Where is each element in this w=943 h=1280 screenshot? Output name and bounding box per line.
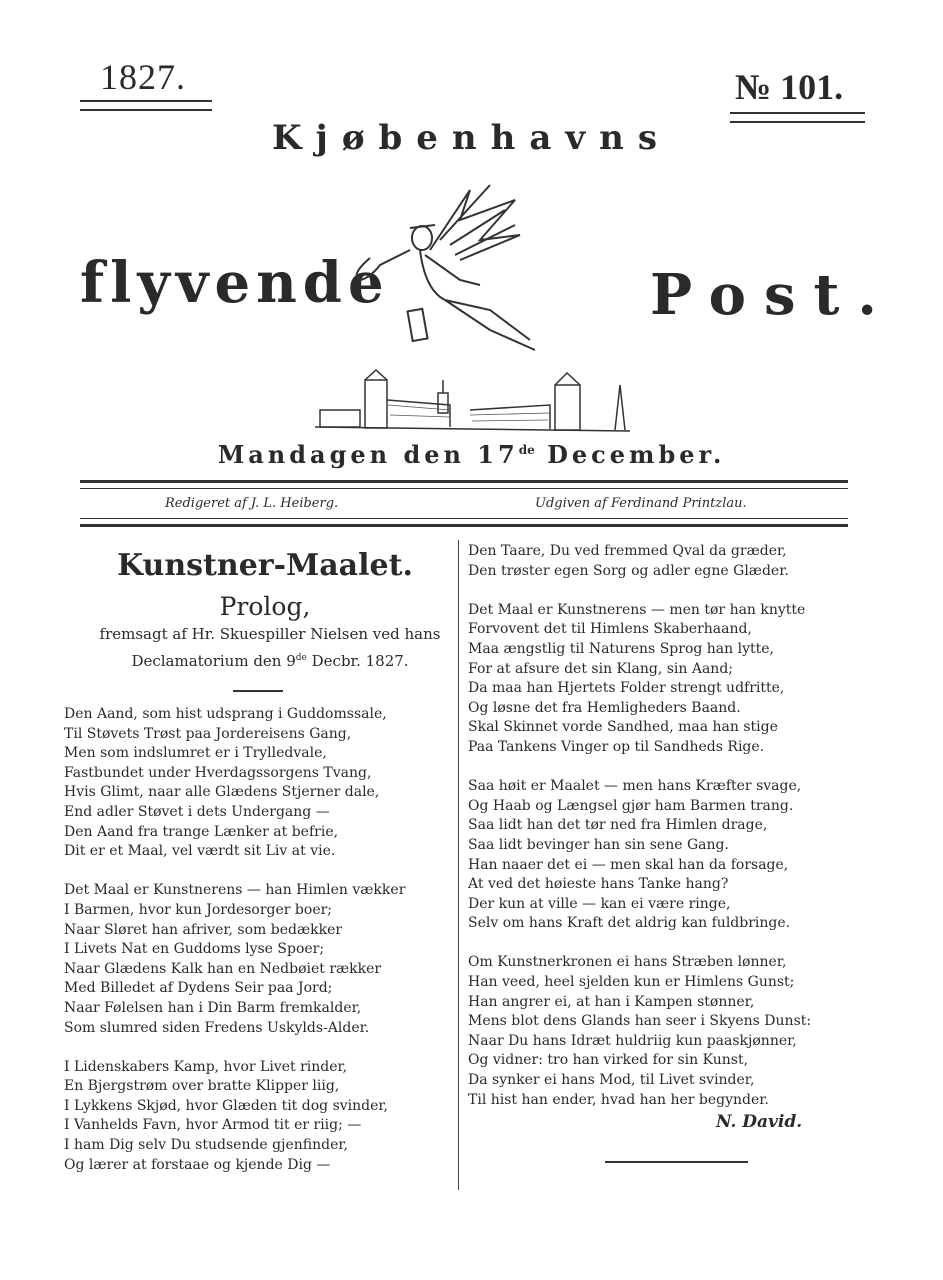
stanza xyxy=(64,705,405,862)
ornament-divider xyxy=(233,690,283,692)
byline-line: fremsagt af Hr. Skuespiller Nielsen ved hans xyxy=(99,625,441,643)
poem-line: En Bjergstrøm over bratte Klipper liig, xyxy=(64,1078,340,1095)
poem-column-left xyxy=(64,705,405,1195)
editor-credit: Redigeret af J. L. Heiberg. xyxy=(165,496,339,511)
poem-line: Selv om hans Kraft det aldrig kan fuldbringe. xyxy=(468,915,791,932)
poem-line: Om Kunstnerkronen ei hans Stræben lønner, xyxy=(468,954,787,971)
poem-line: For at afsure det sin Klang, sin Aand; xyxy=(468,660,733,677)
date-sup: de xyxy=(518,443,535,457)
poem-line: Den Aand, som hist udsprang i Guddomssale, xyxy=(64,706,387,722)
end-rule xyxy=(605,1161,748,1163)
stanza xyxy=(64,881,405,1038)
stanza xyxy=(468,542,811,581)
poem-line: Den Aand fra trange Lænker at befrie, xyxy=(64,823,339,840)
issue-number: № 101. xyxy=(735,67,844,107)
date-text: Mandagen den 17 xyxy=(217,440,519,469)
poem-line: Og vidner: tro han virked for sin Kunst, xyxy=(468,1052,749,1069)
publisher-credit: Udgiven af Ferdinand Printzlau. xyxy=(535,496,747,511)
divider xyxy=(80,480,848,483)
article-title: Kunstner-Maalet. xyxy=(117,548,413,583)
divider xyxy=(80,100,212,111)
poem-line: Med Billedet af Dydens Seir paa Jord; xyxy=(64,980,333,997)
poem-line: Der kun at ville — kan ei være ringe, xyxy=(468,895,731,912)
poem-line: Til Støvets Trøst paa Jordereisens Gang, xyxy=(64,725,352,742)
poem-line: Skal Skinnet vorde Sandhed, maa han stige xyxy=(468,719,778,736)
poem-line: Naar Sløret han afriver, som bedækker xyxy=(64,921,343,938)
poem-line: Naar Følelsen han i Din Barm fremkalder, xyxy=(64,999,362,1016)
poem-line: At ved det høieste hans Tanke hang? xyxy=(468,876,729,893)
poem-line: Og Haab og Længsel gjør ham Barmen trang. xyxy=(468,797,794,814)
poem-line: I Lidenskabers Kamp, hvor Livet rinder, xyxy=(64,1058,348,1075)
poem-line: Da maa han Hjertets Folder strengt udfritte, xyxy=(468,680,785,697)
article-byline xyxy=(80,622,460,673)
poem-line: Dit er et Maal, vel værdt sit Liv at vie. xyxy=(64,843,336,860)
byline-sup: de xyxy=(295,653,307,663)
poem-line: Naar Glædens Kalk han en Nedbøiet rækker xyxy=(64,960,382,977)
divider xyxy=(80,518,848,519)
poem-line: Men som indslumret er i Trylledvale, xyxy=(64,745,327,762)
year: 1827. xyxy=(100,57,186,97)
city-skyline-icon xyxy=(310,365,635,440)
poem-line: Den Taare, Du ved fremmed Qval da græder, xyxy=(468,543,787,559)
poem-line: I Barmen, hvor kun Jordesorger boer; xyxy=(64,901,333,918)
poem-line: Saa lidt han det tør ned fra Himlen drage, xyxy=(468,817,768,834)
poem-line: Maa ængstlig til Naturens Sprog han lytte, xyxy=(468,640,774,657)
divider xyxy=(80,488,848,489)
byline-text: Decbr. 1827. xyxy=(306,652,409,670)
article-subtitle: Prolog, xyxy=(219,592,311,621)
poem-line: Og lærer at forstaae og kjende Dig — xyxy=(64,1156,331,1173)
stanza xyxy=(468,601,811,758)
author-signature: N. David. xyxy=(716,1112,803,1132)
poem-line: Og løsne det fra Hemligheders Baand. xyxy=(468,699,741,716)
poem-line: End adler Støvet i dets Undergang — xyxy=(64,803,330,820)
masthead-title-left: flyvende xyxy=(80,250,390,316)
poem-line: Naar Du hans Idræt huldriig kun paaskjønner, xyxy=(468,1032,797,1049)
poem-line: I Lykkens Skjød, hvor Glæden tit dog svinder, xyxy=(64,1097,389,1114)
poem-line: I Vanhelds Favn, hvor Armod tit er riig; — xyxy=(64,1117,362,1134)
poem-line: I Livets Nat en Guddoms lyse Spoer; xyxy=(64,941,325,958)
poem-line: Da synker ei hans Mod, til Livet svinder, xyxy=(468,1072,755,1089)
poem-column-right xyxy=(468,542,811,1130)
stanza xyxy=(468,777,811,934)
divider xyxy=(80,524,848,527)
flying-angel-icon xyxy=(340,180,550,370)
issue-date xyxy=(0,440,943,469)
column-divider xyxy=(458,540,459,1190)
date-text: December. xyxy=(534,440,726,469)
byline-line xyxy=(80,646,460,673)
poem-line: Hvis Glimt, naar alle Glædens Stjerner dale, xyxy=(64,784,380,801)
masthead-title-right: Post. xyxy=(650,262,895,328)
poem-line: Den trøster egen Sorg og adler egne Glæder. xyxy=(468,562,789,579)
masthead-title-top: Kjøbenhavns xyxy=(271,118,672,158)
poem-line: Paa Tankens Vinger op til Sandheds Rige. xyxy=(468,738,765,755)
poem-line: Det Maal er Kunstnerens — han Himlen vækker xyxy=(64,882,406,899)
poem-line: Saa høit er Maalet — men hans Kræfter svage, xyxy=(468,778,802,795)
poem-line: Han naaer det ei — men skal han da forsage, xyxy=(468,856,789,873)
poem-line: Fastbundet under Hverdagssorgens Tvang, xyxy=(64,764,372,781)
poem-line: I ham Dig selv Du studsende gjenfinder, xyxy=(64,1137,348,1154)
byline-text: Declamatorium den 9 xyxy=(131,652,296,670)
poem-line: Mens blot dens Glands han seer i Skyens Dunst: xyxy=(468,1013,812,1030)
poem-line: Forvovent det til Himlens Skaberhaand, xyxy=(468,621,752,638)
poem-line: Som slumred siden Fredens Uskylds-Alder. xyxy=(64,1019,370,1036)
poem-line: Han veed, heel sjelden kun er Himlens Gunst; xyxy=(468,974,795,991)
poem-line: Saa lidt bevinger han sin sene Gang. xyxy=(468,836,729,853)
poem-line: Han angrer ei, at han i Kampen stønner, xyxy=(468,993,755,1010)
poem-line: Til hist han ender, hvad han her begynder. xyxy=(468,1091,769,1108)
stanza xyxy=(468,953,811,1110)
stanza xyxy=(64,1058,405,1176)
poem-line: Det Maal er Kunstnerens — men tør han knytte xyxy=(468,601,806,618)
